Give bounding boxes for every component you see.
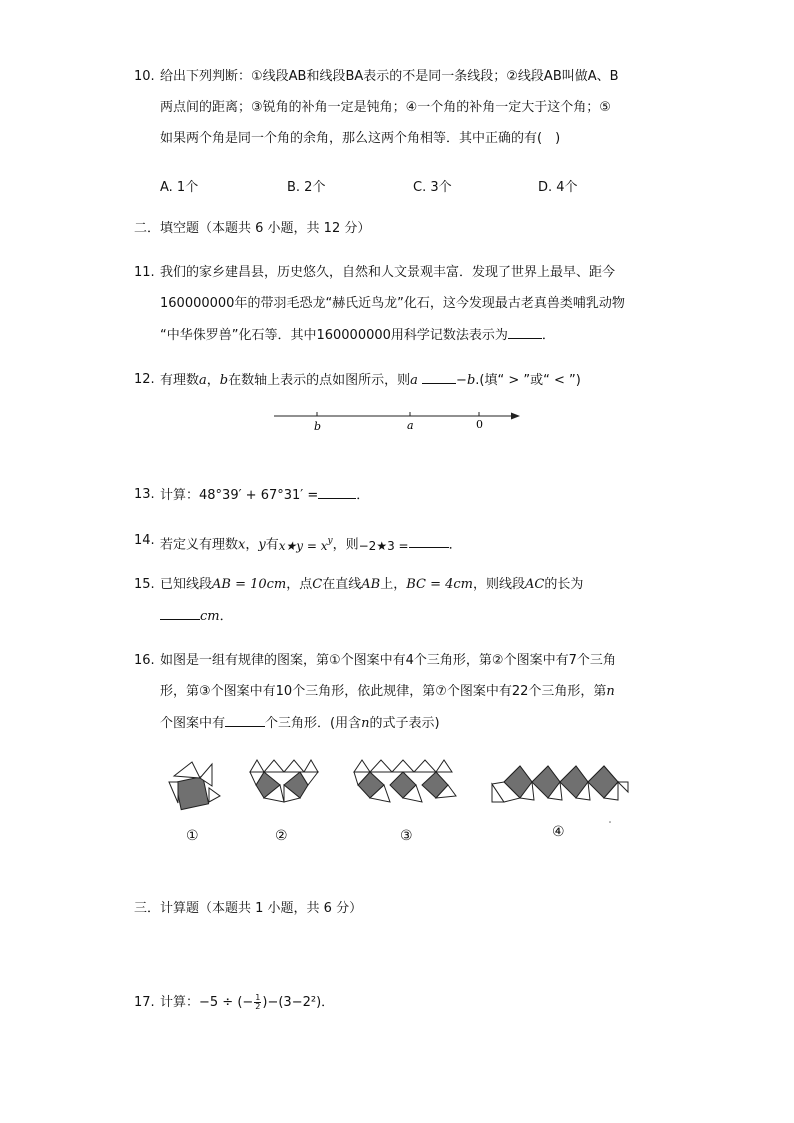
math-variable: n — [361, 716, 370, 731]
question-text-line: 给出下列判断：①线段AB和线段BA表示的不是同一条线段；②线段AB叫做A、B — [160, 69, 619, 84]
triangle — [250, 760, 264, 772]
question-number: 10. — [134, 69, 155, 84]
triangle — [174, 762, 200, 778]
question-number: 14. — [134, 533, 155, 548]
question-number: 11. — [134, 265, 155, 280]
question-text-line — [160, 607, 233, 626]
punctuation: ． — [356, 488, 370, 503]
pattern-label-4: ④ — [552, 824, 565, 840]
question-text: ，则线段 — [473, 577, 526, 592]
pattern-label-1: ① — [186, 828, 199, 844]
question-text-line: 160000000年的带羽毛恐龙“赫氏近鸟龙”化石，这今发现最古老真兽类哺乳动物 — [160, 296, 625, 311]
question-number: 15. — [134, 577, 155, 592]
question-text: 形，第③个图案中有10个三角形，依此规律，第⑦个图案中有22个三角形，第 — [160, 684, 607, 699]
section-heading: 三．计算题（本题共 1 小题，共 6 分） — [134, 901, 363, 916]
math-variable: a — [410, 373, 418, 388]
punctuation: ， — [245, 537, 259, 553]
triangle — [370, 760, 392, 772]
question-text: 个图案中有 — [160, 716, 226, 731]
arrow-icon — [511, 413, 520, 420]
answer-blank — [422, 371, 456, 384]
question-text-line: 两点间的距离；③锐角的补角一定是钝角；④一个角的补角一定大于这个角；⑤ — [160, 100, 611, 115]
math-expression: x★y = x — [278, 539, 328, 554]
question-text: 已知线段 — [160, 577, 213, 592]
punctuation: ， — [206, 373, 220, 388]
option-c: C. 3个 — [413, 180, 452, 195]
triangle — [304, 760, 318, 772]
dot — [609, 821, 611, 823]
punctuation: ． — [448, 537, 462, 553]
fraction-numerator: 1 — [255, 993, 261, 1002]
question-number: 16. — [134, 653, 155, 668]
triangle — [284, 760, 304, 772]
pattern-3 — [352, 758, 460, 808]
question-text-line — [160, 486, 369, 505]
triangle — [392, 760, 414, 772]
punctuation: ． — [541, 328, 555, 343]
math-variable: x — [238, 537, 246, 553]
triangle — [414, 760, 436, 772]
question-text: 个三角形．(用含 — [265, 716, 362, 731]
question-text-line — [160, 714, 440, 733]
axis-label-a: a — [407, 419, 414, 432]
answer-blank — [409, 535, 449, 548]
fraction-denominator: 2 — [255, 1002, 261, 1011]
triangle — [618, 782, 628, 792]
question-text: 在直线 — [322, 577, 362, 592]
triangle — [436, 760, 452, 772]
math-expression: −2★3 = — [358, 539, 409, 554]
question-text: 计算：48°39′ + 67°31′ = — [160, 488, 319, 503]
answer-blank — [160, 607, 200, 620]
question-text: 的式子表示) — [369, 716, 440, 731]
triangle — [169, 782, 178, 803]
triangle — [354, 760, 370, 772]
math-variable: n — [606, 684, 615, 699]
math-variable: AB — [361, 577, 381, 592]
question-number: 12. — [134, 372, 155, 387]
math-expression: AB = 10cm — [212, 577, 287, 592]
pattern-1 — [164, 758, 226, 816]
triangle — [264, 760, 284, 772]
math-variable: y — [258, 537, 266, 553]
question-text-line — [160, 683, 615, 701]
question-text: ，点 — [286, 577, 313, 592]
axis-label-b: b — [314, 420, 322, 433]
math-variable: b — [219, 373, 229, 388]
question-text-line — [160, 326, 555, 345]
question-text: 有 — [265, 537, 279, 553]
pattern-4 — [490, 760, 630, 824]
math-exponent: y — [327, 536, 333, 546]
question-text: 若定义有理数 — [160, 537, 239, 553]
question-text-line — [160, 532, 462, 554]
fraction — [254, 994, 261, 1011]
axis-label-zero: 0 — [476, 418, 483, 431]
math-variable: AC — [525, 577, 545, 592]
answer-blank — [318, 486, 356, 499]
question-text: 有理数 — [160, 373, 200, 388]
number-line — [270, 404, 530, 436]
question-text-line: 我们的家乡建昌县，历史悠久，自然和人文景观丰富．发现了世界上最早、距今 — [160, 265, 616, 280]
punctuation: ． — [219, 609, 233, 624]
option-a: A. 1个 — [160, 180, 199, 195]
question-text: ，则 — [332, 537, 359, 553]
pattern-2 — [244, 758, 324, 810]
question-text-line — [160, 576, 583, 594]
question-text: 的长为 — [544, 577, 584, 592]
question-text: 上， — [380, 577, 407, 592]
question-text-line — [160, 371, 581, 390]
section-heading: 二．填空题（本题共 6 小题，共 12 分） — [134, 221, 371, 236]
math-unit: cm — [200, 609, 220, 624]
math-variable: a — [199, 373, 207, 388]
question-number: 13. — [134, 487, 155, 502]
question-text-line — [160, 994, 334, 1012]
math-expression: 计算：−5 ÷ (− — [160, 995, 254, 1010]
question-number: 17. — [134, 995, 155, 1010]
triangle — [209, 788, 220, 802]
question-text-line: 如果两个角是同一个角的余角，那么这两个角相等．其中正确的有( ) — [160, 131, 561, 146]
pattern-label-2: ② — [275, 828, 288, 844]
option-b: B. 2个 — [287, 180, 326, 195]
math-expression: BC = 4cm — [406, 577, 473, 592]
math-expression: )−(3−2²)． — [262, 995, 335, 1010]
option-d: D. 4个 — [538, 180, 578, 195]
question-text: “中华侏罗兽”化石等．其中160000000用科学记数法表示为 — [160, 328, 508, 343]
pattern-label-3: ③ — [400, 828, 413, 844]
question-text: 在数轴上表示的点如图所示，则 — [228, 373, 411, 388]
shaded-square — [175, 776, 208, 809]
answer-blank — [225, 714, 265, 727]
math-variable: C — [312, 577, 323, 592]
answer-blank — [508, 326, 542, 339]
question-text: .(填“ > ”或“ < ”) — [475, 373, 581, 388]
math-expression: −b — [456, 373, 476, 388]
question-text-line: 如图是一组有规律的图案，第①个图案中有4个三角形，第②个图案中有7个三角 — [160, 653, 616, 668]
